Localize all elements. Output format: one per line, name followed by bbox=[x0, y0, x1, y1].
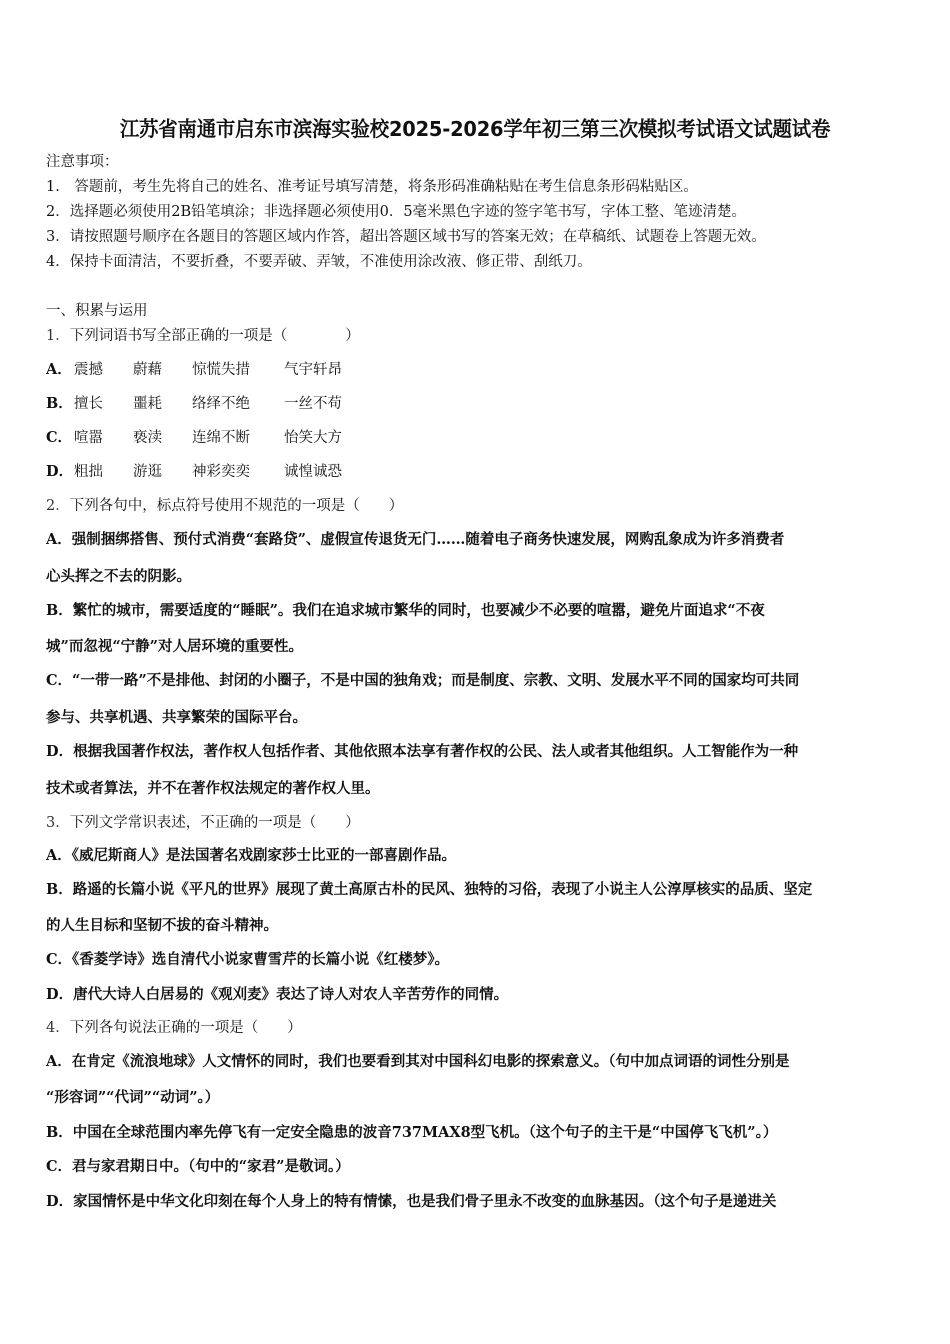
option-label: D． bbox=[46, 463, 74, 480]
option-word: 惊慌失措 bbox=[192, 362, 250, 378]
q1-option-b bbox=[46, 394, 342, 414]
q3-option-d: D．唐代大诗人白居易的《观刈麦》表达了诗人对农人辛苦劳作的同情。 bbox=[46, 986, 509, 1003]
question-4-stem bbox=[46, 1018, 302, 1038]
option-word: 怡笑大方 bbox=[284, 430, 342, 446]
question-1-stem bbox=[46, 326, 360, 346]
q3-option-b-line-1: B．路遥的长篇小说《平凡的世界》展现了黄土高原古朴的民风、独特的习俗，表现了小说主人公淳厚核实的品质、坚定 bbox=[46, 881, 813, 898]
question-text: 下列文学常识表述，不正确的一项是（ ） bbox=[69, 815, 360, 831]
question-number: 3． bbox=[46, 815, 70, 831]
q3-option-c: C．《香菱学诗》选自清代小说家曹雪芹的长篇小说《红楼梦》。 bbox=[46, 951, 450, 968]
option-word: 一丝不苟 bbox=[284, 396, 342, 412]
notice-item-2: 2．选择题必须使用2B铅笔填涂；非选择题必须使用0．5毫米黑色字迹的签字笔书写，字体工整、笔迹清楚。 bbox=[46, 204, 747, 220]
q2-option-b-line-2: 城”而忽视“宁静”对人居环境的重要性。 bbox=[46, 638, 304, 655]
q2-option-d-line-2: 技术或者算法，并不在著作权法规定的著作权人里。 bbox=[46, 780, 380, 797]
q1-option-a bbox=[46, 360, 342, 380]
q1-option-c bbox=[46, 428, 342, 448]
question-number: 4． bbox=[46, 1020, 70, 1036]
q4-option-a-line-2: “形容词”“代词”“动词”。） bbox=[46, 1089, 220, 1106]
option-word: 粗拙 bbox=[74, 464, 103, 480]
q3-option-a: A．《威尼斯商人》是法国著名戏剧家莎士比亚的一部喜剧作品。 bbox=[46, 847, 456, 864]
option-word: 神彩奕奕 bbox=[192, 464, 250, 480]
q2-option-d-line-1: D．根据我国著作权法，著作权人包括作者、其他依照本法享有著作权的公民、法人或者其他组织。人工智能作为一种 bbox=[46, 743, 799, 760]
question-number: 1． bbox=[46, 328, 70, 344]
notice-item-1: 1. 答题前，考生先将自己的姓名、准考证号填写清楚，将条形码准确粘贴在考生信息条形码粘贴区。 bbox=[46, 179, 698, 195]
option-word: 噩耗 bbox=[133, 396, 162, 412]
option-word: 亵渎 bbox=[133, 430, 162, 446]
q4-option-c: C．君与家君期日中。（句中的“家君”是敬词。） bbox=[46, 1158, 350, 1175]
option-word: 连绵不断 bbox=[192, 430, 250, 446]
q4-option-b: B．中国在全球范围内率先停飞有一定安全隐患的波音737MAX8型飞机。（这个句子的主干是“中国停飞飞机”。） bbox=[46, 1124, 778, 1141]
notice-item-3: 3．请按照题号顺序在各题目的答题区域内作答，超出答题区域书写的答案无效；在草稿纸、试题卷上答题无效。 bbox=[46, 229, 766, 245]
q2-option-b-line-1: B．繁忙的城市，需要适度的“睡眠”。我们在追求城市繁华的同时，也要减少不必要的喧嚣，避免片面追求“不夜 bbox=[46, 602, 765, 619]
option-word: 络绎不绝 bbox=[192, 396, 250, 412]
option-word: 震撼 bbox=[74, 362, 103, 378]
q4-option-d-line-1: D．家国情怀是中华文化印刻在每个人身上的特有情愫，也是我们骨子里永不改变的血脉基因。（这个句子是递进关 bbox=[46, 1193, 777, 1210]
option-label: B． bbox=[46, 395, 73, 412]
question-text: 下列各句说法正确的一项是（ ） bbox=[69, 1020, 302, 1036]
q3-option-b-line-2: 的人生目标和坚韧不拔的奋斗精神。 bbox=[46, 917, 278, 934]
option-word: 蔚藉 bbox=[133, 362, 162, 378]
option-label: A． bbox=[46, 361, 72, 378]
q2-option-a-line-2: 心头挥之不去的阴影。 bbox=[46, 568, 191, 585]
question-3-stem bbox=[46, 813, 360, 833]
option-word: 气宇轩昂 bbox=[284, 362, 342, 378]
question-number: 2． bbox=[46, 498, 70, 514]
notice-item-4: 4．保持卡面清洁，不要折叠，不要弄破、弄皱，不准使用涂改液、修正带、刮纸刀。 bbox=[46, 254, 592, 270]
question-text: 下列各句中，标点符号使用不规范的一项是（ ） bbox=[69, 498, 404, 514]
section-heading: 一、积累与运用 bbox=[46, 303, 148, 319]
q2-option-c-line-1: C．“一带一路”不是排他、封闭的小圈子，不是中国的独角戏；而是制度、宗教、文明、发展水平不同的国家均可共同 bbox=[46, 672, 800, 689]
exam-title: 江苏省南通市启东市滨海实验校2025-2026学年初三第三次模拟考试语文试题试卷 bbox=[119, 117, 831, 141]
q4-option-a-line-1: A．在肯定《流浪地球》人文情怀的同时，我们也要看到其对中国科幻电影的探索意义。（句中加点词语的词性分别是 bbox=[46, 1053, 790, 1070]
q2-option-a-line-1: A．强制捆绑搭售、预付式消费“套路贷”、虚假宣传退货无门……随着电子商务快速发展，网购乱象成为许多消费者 bbox=[46, 531, 785, 548]
q2-option-c-line-2: 参与、共享机遇、共享繁荣的国际平台。 bbox=[46, 709, 307, 726]
q1-option-d bbox=[46, 462, 342, 482]
option-label: C． bbox=[46, 429, 73, 446]
question-text: 下列词语书写全部正确的一项是（ ） bbox=[69, 328, 360, 344]
option-word: 喧嚣 bbox=[74, 430, 103, 446]
notice-heading: 注意事项： bbox=[46, 154, 119, 170]
question-2-stem bbox=[46, 496, 403, 516]
option-word: 擅长 bbox=[74, 396, 103, 412]
option-word: 游逛 bbox=[133, 464, 162, 480]
option-word: 诚惶诚恐 bbox=[284, 464, 342, 480]
